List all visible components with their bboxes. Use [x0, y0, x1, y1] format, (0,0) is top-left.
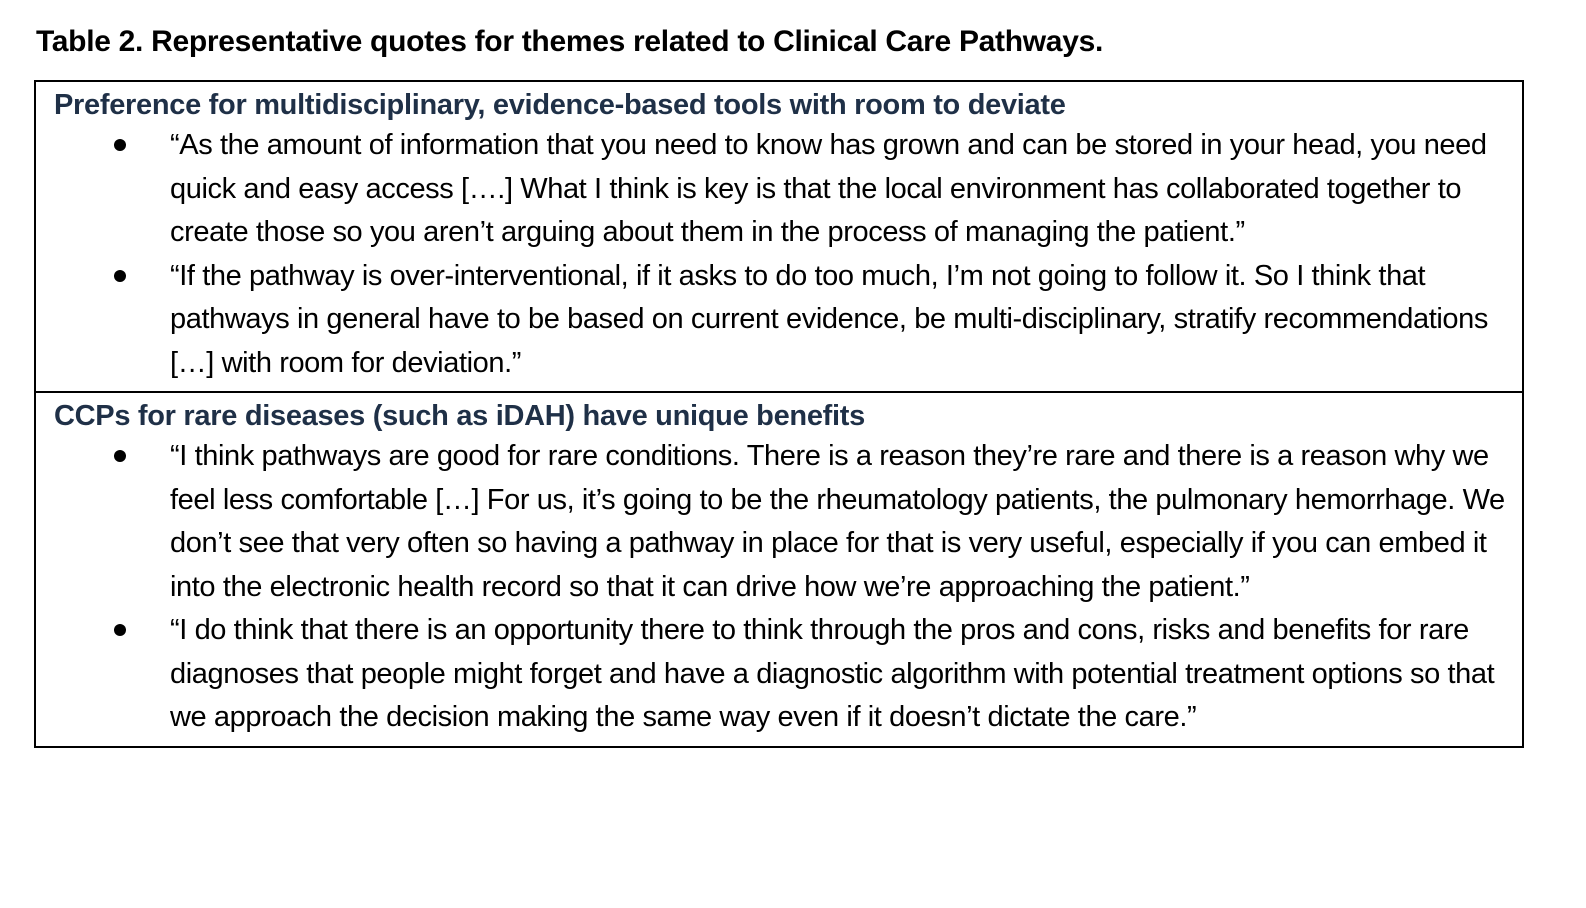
quote-text: “As the amount of information that you need to know has grown and can be stored in your head, you need quick and easy access [….] What I think is key is that the local environment has collaborated together to create those so you aren’t arguing about them in the process of managing the patient.”	[170, 129, 1487, 248]
quote-item	[36, 124, 1522, 255]
quotes-table	[34, 80, 1524, 748]
quote-list	[36, 435, 1522, 740]
quote-text: “I do think that there is an opportunity there to think through the pros and cons, risks and benefits for rare diagnoses that people might forget and have a diagnostic algorithm with potential treatment options so that we approach the decision making the same way even if it doesn’t dictate the care.”	[170, 614, 1495, 733]
bullet-icon	[114, 139, 126, 151]
quote-text: “I think pathways are good for rare conditions. There is a reason they’re rare and there is a reason why we feel less comfortable […] For us, it’s going to be the rheumatology patients, the pulmonary hemorrhage. We don’t see that very often so having a pathway in place for that is very useful, especially if you can embed it into the electronic health record so that it can drive how we’re approaching the patient.”	[170, 440, 1505, 603]
bullet-icon	[114, 270, 126, 282]
theme-section-multidisciplinary	[36, 82, 1522, 391]
quote-item	[36, 435, 1522, 609]
quote-list	[36, 124, 1522, 385]
theme-heading: Preference for multidisciplinary, evidence-based tools with room to deviate	[54, 89, 1066, 121]
theme-section-rare-diseases	[36, 391, 1522, 746]
quote-item	[36, 609, 1522, 740]
table-caption: Table 2. Representative quotes for themes related to Clinical Care Pathways.	[36, 25, 1104, 58]
bullet-icon	[114, 450, 126, 462]
quote-text: “If the pathway is over-interventional, if it asks to do too much, I’m not going to follow it. So I think that pathways in general have to be based on current evidence, be multi-disciplinary, stratify recommendations […] with room for deviation.”	[170, 259, 1488, 379]
bullet-icon	[114, 624, 126, 636]
theme-heading: CCPs for rare diseases (such as iDAH) have unique benefits	[54, 400, 865, 432]
quote-item	[36, 255, 1522, 386]
